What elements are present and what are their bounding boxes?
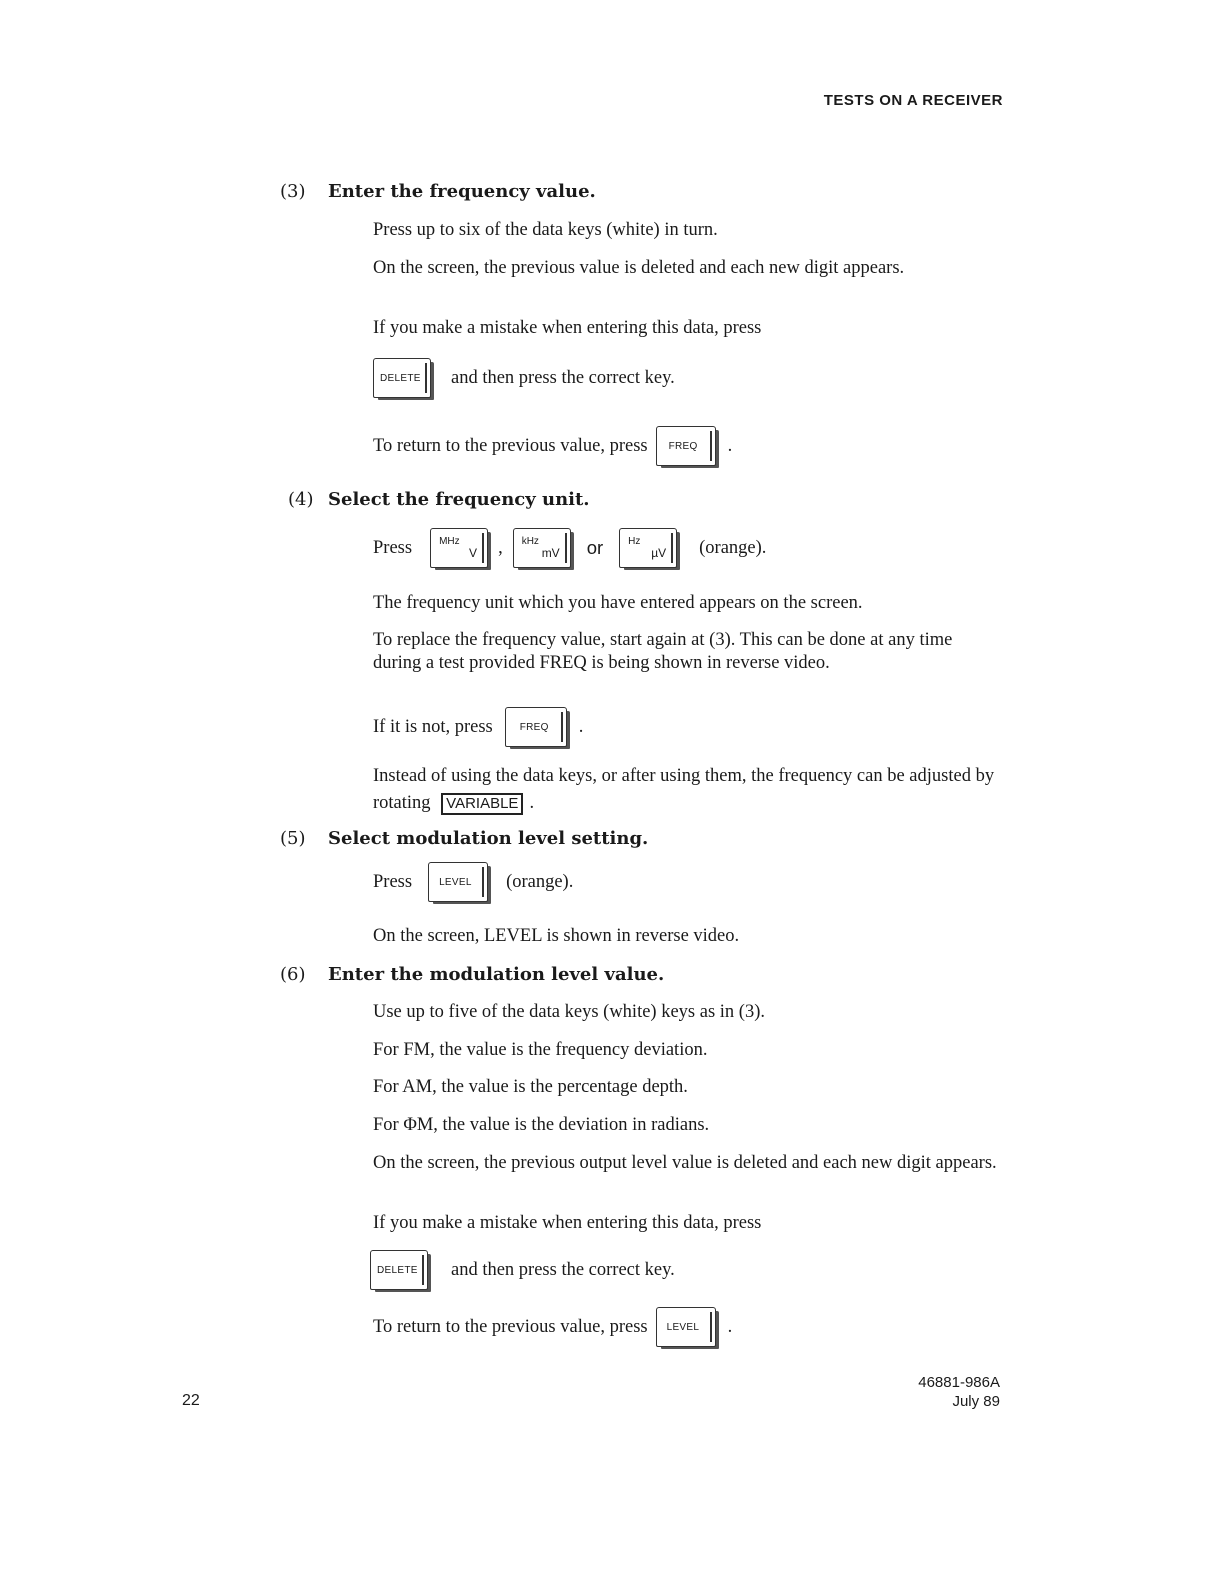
paragraph: On the screen, the previous value is deleted and each new digit appears. <box>373 258 905 278</box>
step-title: Enter the frequency value. <box>328 181 596 202</box>
instruction-text: (orange). <box>699 537 767 558</box>
instruction-text: Press <box>373 871 413 892</box>
paragraph: If you make a mistake when entering this data, press <box>373 1213 762 1233</box>
delete-instruction <box>373 358 675 398</box>
separator: or <box>586 537 604 558</box>
key-label-top: Hz <box>628 536 641 547</box>
instruction-text: Press <box>373 537 413 558</box>
key-label: FREQ <box>668 441 698 452</box>
paragraph: On the screen, the previous output level value is deleted and each new digit appears. <box>373 1153 997 1173</box>
step-number: (3) <box>280 181 306 202</box>
hz-uv-key-icon <box>619 528 677 568</box>
key-label: LEVEL <box>439 877 472 888</box>
instruction-end: . <box>529 793 535 813</box>
separator: , <box>498 537 503 558</box>
delete-instruction <box>373 1250 675 1290</box>
running-header: TESTS ON A RECEIVER <box>823 92 1003 109</box>
step-6-heading <box>280 964 664 985</box>
step-title: Select the frequency unit. <box>328 489 590 510</box>
key-label-top: MHz <box>439 536 460 547</box>
instruction-text: (orange). <box>506 871 574 892</box>
level-key-icon <box>428 862 488 902</box>
instruction-end: . <box>727 435 733 456</box>
paragraph: Use up to five of the data keys (white) keys as in (3). <box>373 1002 765 1022</box>
level-press-line <box>373 862 573 902</box>
key-label: DELETE <box>380 373 421 384</box>
return-instruction <box>373 426 732 466</box>
key-label-bottom: µV <box>651 546 667 560</box>
instruction-end: . <box>727 1316 733 1337</box>
paragraph: On the screen, LEVEL is shown in reverse video. <box>373 926 740 946</box>
paragraph: If you make a mistake when entering this data, press <box>373 318 762 338</box>
document-date: July 89 <box>952 1393 1000 1410</box>
key-label-top: kHz <box>521 536 539 547</box>
step-number: (5) <box>280 828 306 849</box>
level-key-icon <box>656 1307 716 1347</box>
khz-mv-key-icon <box>513 528 571 568</box>
key-label: DELETE <box>377 1265 418 1276</box>
step-3-heading <box>280 181 596 202</box>
instruction-end: . <box>578 716 584 737</box>
variable-instruction <box>373 763 1005 817</box>
delete-key-icon <box>370 1250 428 1290</box>
paragraph: Press up to six of the data keys (white) in turn. <box>373 220 718 240</box>
document-reference <box>918 1373 1000 1411</box>
page-number: 22 <box>182 1392 200 1409</box>
freq-key-icon <box>505 707 567 747</box>
step-number: (6) <box>280 964 306 985</box>
key-label: LEVEL <box>666 1322 700 1333</box>
key-label-bottom: V <box>469 546 478 560</box>
document-number: 46881-986A <box>918 1374 1000 1391</box>
step-title: Enter the modulation level value. <box>328 964 665 985</box>
step-5-heading <box>280 828 648 849</box>
variable-control-label: VARIABLE <box>441 793 523 815</box>
instruction-text: and then press the correct key. <box>451 367 675 388</box>
paragraph: For FM, the value is the frequency deviation. <box>373 1040 708 1060</box>
step-number: (4) <box>288 489 314 510</box>
key-label: FREQ <box>519 722 549 733</box>
key-label-bottom: mV <box>541 546 560 560</box>
paragraph: For AM, the value is the percentage depth. <box>373 1077 688 1097</box>
paragraph: To replace the frequency value, start again at (3). This can be done at any time during a test provided FREQ is being shown in reverse video. <box>373 630 953 673</box>
return-instruction <box>373 1307 732 1347</box>
mhz-v-key-icon <box>430 528 488 568</box>
instruction-text: If it is not, press <box>373 716 493 737</box>
paragraph: The frequency unit which you have entered appears on the screen. <box>373 593 863 613</box>
instruction-text: Instead of using the data keys, or after using them, the frequency can be adjusted by rotating <box>373 766 995 813</box>
step-title: Select modulation level setting. <box>328 828 649 849</box>
delete-key-icon <box>373 358 431 398</box>
paragraph: For ΦM, the value is the deviation in radians. <box>373 1115 710 1135</box>
freq-key-icon <box>656 426 716 466</box>
step-4-heading <box>288 489 590 510</box>
instruction-text: and then press the correct key. <box>451 1259 675 1280</box>
if-not-instruction <box>373 707 583 747</box>
unit-press-line <box>373 528 766 568</box>
instruction-text: To return to the previous value, press <box>373 1316 648 1337</box>
instruction-text: To return to the previous value, press <box>373 435 648 456</box>
